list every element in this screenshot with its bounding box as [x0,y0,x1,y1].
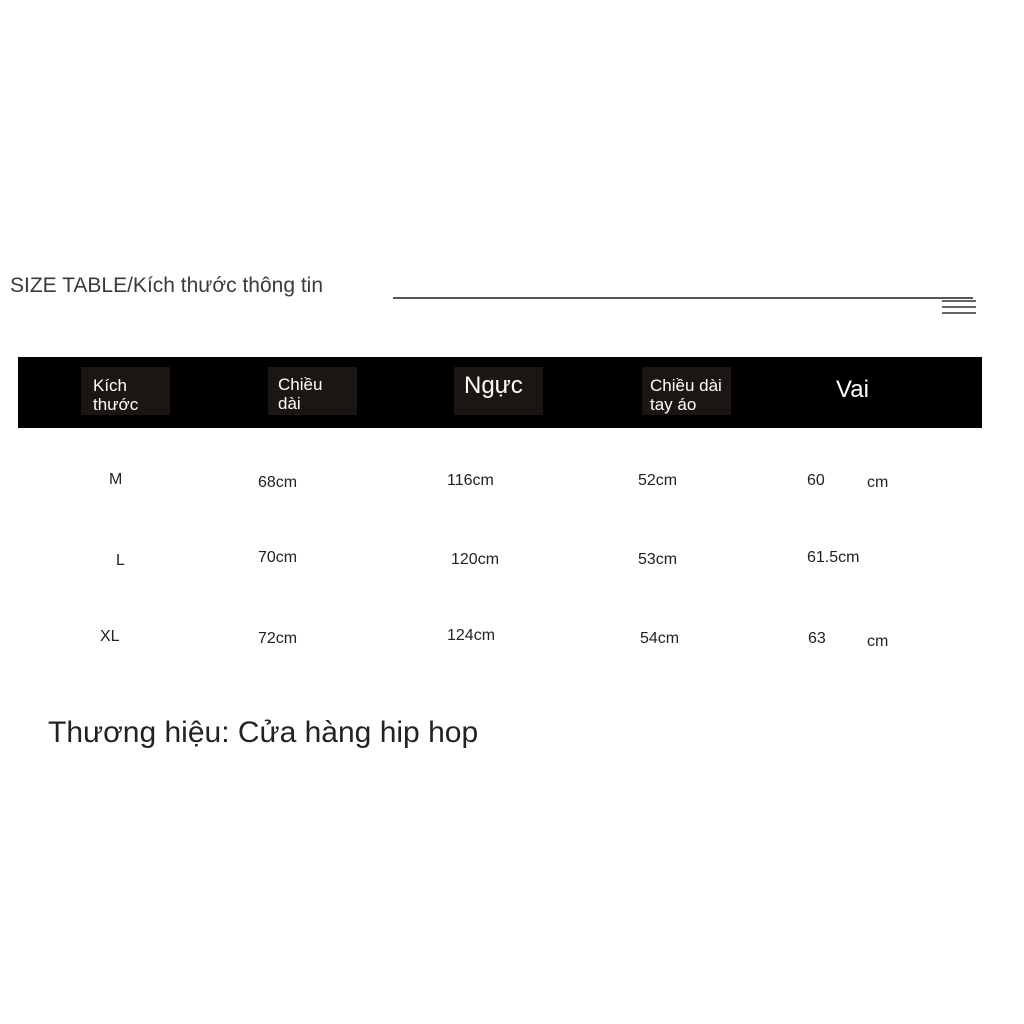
row-xl-length: 72cm [258,630,298,647]
header-size-line1: Kích [93,376,128,395]
row-m-shoulder: 60 [807,472,825,489]
size-table-header [18,357,982,428]
size-table-title: SIZE TABLE/Kích thước thông tin [10,274,324,297]
row-l-shoulder: 61.5cm [807,549,860,566]
row-m-chest: 116cm [447,472,494,489]
row-l-chest: 120cm [451,551,500,568]
header-length-line2: dài [278,394,301,414]
title-divider [393,297,973,299]
row-l-length: 70cm [258,549,298,566]
header-length-line1: Chiều [278,375,323,394]
header-chest: Ngực [464,372,523,399]
row-xl-chest: 124cm [447,627,496,644]
header-size [93,376,138,414]
row-xl-size: XL [100,628,120,645]
row-xl-shoulder-unit: cm [867,633,889,650]
header-sleeve-line2: tay áo [650,395,697,415]
row-l-sleeve: 53cm [638,551,678,568]
hamburger-lines-icon [942,300,976,316]
row-m-size: M [109,471,123,488]
header-sleeve [650,376,722,414]
row-m-length: 68cm [258,474,298,491]
header-size-line2: thước [93,395,139,415]
header-shoulder: Vai [836,376,869,403]
row-xl-shoulder: 63 [808,630,826,647]
row-xl-sleeve: 54cm [640,630,680,647]
row-m-sleeve: 52cm [638,472,678,489]
header-length [278,375,322,413]
row-m-shoulder-unit: cm [867,474,889,491]
row-l-size: L [116,552,125,569]
brand-caption: Thương hiệu: Cửa hàng hip hop [48,716,479,749]
header-sleeve-line1: Chiều dài [650,376,722,395]
